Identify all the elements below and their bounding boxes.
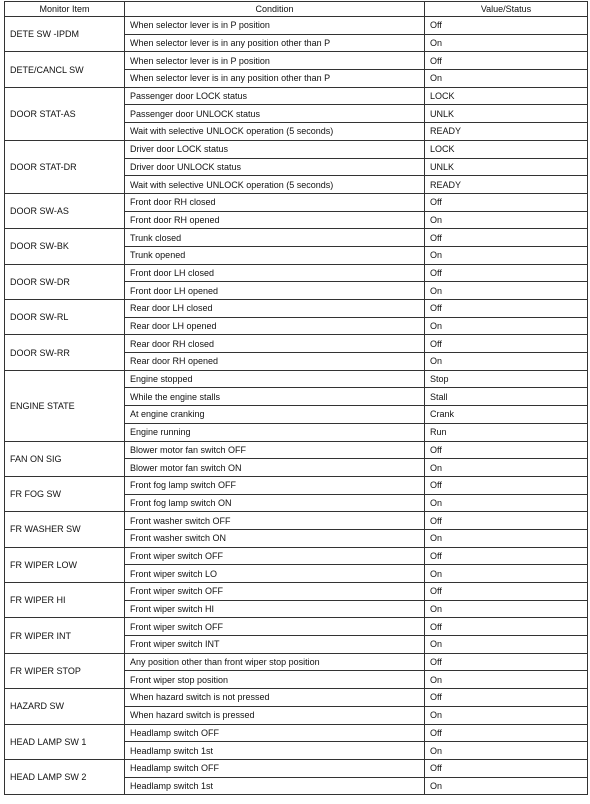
monitor-item-cell: DOOR SW-DR xyxy=(5,264,125,299)
value-status-cell: Off xyxy=(425,547,588,565)
condition-cell: Front wiper stop position xyxy=(125,671,425,689)
value-status-cell: Off xyxy=(425,52,588,70)
value-status-cell: Off xyxy=(425,441,588,459)
value-status-cell: On xyxy=(425,494,588,512)
condition-cell: Rear door LH closed xyxy=(125,300,425,318)
value-status-cell: Stop xyxy=(425,370,588,388)
condition-cell: Headlamp switch 1st xyxy=(125,777,425,795)
value-status-cell: Off xyxy=(425,618,588,636)
condition-cell: Rear door RH closed xyxy=(125,335,425,353)
condition-cell: Front door RH opened xyxy=(125,211,425,229)
value-status-cell: On xyxy=(425,282,588,300)
condition-cell: Front fog lamp switch OFF xyxy=(125,476,425,494)
value-status-cell: Off xyxy=(425,512,588,530)
condition-cell: Trunk opened xyxy=(125,246,425,264)
condition-cell: Front wiper switch OFF xyxy=(125,618,425,636)
value-status-cell: On xyxy=(425,317,588,335)
value-status-cell: READY xyxy=(425,123,588,141)
condition-cell: Front fog lamp switch ON xyxy=(125,494,425,512)
condition-cell: When selector lever is in any position other than P xyxy=(125,70,425,88)
table-row xyxy=(5,370,588,388)
condition-cell: Rear door LH opened xyxy=(125,317,425,335)
condition-cell: When selector lever is in any position other than P xyxy=(125,34,425,52)
table-row xyxy=(5,476,588,494)
value-status-cell: Off xyxy=(425,335,588,353)
value-status-cell: UNLK xyxy=(425,105,588,123)
table-row xyxy=(5,618,588,636)
value-status-cell: On xyxy=(425,742,588,760)
table-row xyxy=(5,140,588,158)
header-value-status: Value/Status xyxy=(425,2,588,17)
value-status-cell: On xyxy=(425,565,588,583)
table-row xyxy=(5,512,588,530)
monitor-item-cell: DETE/CANCL SW xyxy=(5,52,125,87)
table-row xyxy=(5,441,588,459)
condition-cell: Front door LH closed xyxy=(125,264,425,282)
condition-cell: Front wiper switch INT xyxy=(125,636,425,654)
value-status-cell: On xyxy=(425,671,588,689)
table-row xyxy=(5,653,588,671)
value-status-cell: On xyxy=(425,211,588,229)
value-status-cell: Off xyxy=(425,476,588,494)
monitor-item-cell: DETE SW -IPDM xyxy=(5,17,125,52)
value-status-cell: Off xyxy=(425,724,588,742)
condition-cell: Front wiper switch LO xyxy=(125,565,425,583)
monitor-item-cell: DOOR SW-AS xyxy=(5,193,125,228)
header-monitor-item: Monitor Item xyxy=(5,2,125,17)
condition-cell: Any position other than front wiper stop position xyxy=(125,653,425,671)
condition-cell: While the engine stalls xyxy=(125,388,425,406)
monitor-item-cell: DOOR STAT-DR xyxy=(5,140,125,193)
monitor-item-cell: FR WASHER SW xyxy=(5,512,125,547)
condition-cell: Front wiper switch OFF xyxy=(125,547,425,565)
value-status-cell: On xyxy=(425,706,588,724)
condition-cell: When selector lever is in P position xyxy=(125,52,425,70)
condition-cell: Rear door RH opened xyxy=(125,353,425,371)
table-row xyxy=(5,300,588,318)
value-status-cell: Off xyxy=(425,229,588,247)
condition-cell: Engine stopped xyxy=(125,370,425,388)
table-row xyxy=(5,193,588,211)
monitor-item-cell: DOOR SW-RL xyxy=(5,300,125,335)
table-row xyxy=(5,547,588,565)
table-row xyxy=(5,17,588,35)
value-status-cell: On xyxy=(425,529,588,547)
monitor-item-cell: DOOR SW-RR xyxy=(5,335,125,370)
monitor-item-cell: DOOR STAT-AS xyxy=(5,87,125,140)
value-status-cell: Off xyxy=(425,653,588,671)
condition-cell: Wait with selective UNLOCK operation (5 seconds) xyxy=(125,176,425,194)
value-status-cell: Off xyxy=(425,264,588,282)
condition-cell: Headlamp switch 1st xyxy=(125,742,425,760)
value-status-cell: Off xyxy=(425,583,588,601)
table-row xyxy=(5,335,588,353)
value-status-cell: Stall xyxy=(425,388,588,406)
monitor-item-cell: HEAD LAMP SW 2 xyxy=(5,759,125,794)
value-status-cell: On xyxy=(425,636,588,654)
condition-cell: Driver door UNLOCK status xyxy=(125,158,425,176)
condition-cell: Front washer switch OFF xyxy=(125,512,425,530)
condition-cell: At engine cranking xyxy=(125,406,425,424)
condition-cell: Front door LH opened xyxy=(125,282,425,300)
value-status-cell: On xyxy=(425,600,588,618)
value-status-cell: LOCK xyxy=(425,140,588,158)
table-row xyxy=(5,689,588,707)
value-status-cell: On xyxy=(425,777,588,795)
table-row xyxy=(5,52,588,70)
condition-cell: Front washer switch ON xyxy=(125,529,425,547)
condition-cell: Wait with selective UNLOCK operation (5 seconds) xyxy=(125,123,425,141)
table-body xyxy=(5,17,588,795)
condition-cell: Front door RH closed xyxy=(125,193,425,211)
condition-cell: Engine running xyxy=(125,423,425,441)
table-row xyxy=(5,583,588,601)
value-status-cell: Off xyxy=(425,17,588,35)
condition-cell: Front wiper switch HI xyxy=(125,600,425,618)
condition-cell: Headlamp switch OFF xyxy=(125,759,425,777)
monitor-item-cell: FR WIPER HI xyxy=(5,583,125,618)
value-status-cell: Off xyxy=(425,193,588,211)
monitor-item-table xyxy=(4,1,588,795)
value-status-cell: Off xyxy=(425,300,588,318)
table-row xyxy=(5,724,588,742)
value-status-cell: On xyxy=(425,34,588,52)
monitor-item-cell: DOOR SW-BK xyxy=(5,229,125,264)
value-status-cell: Run xyxy=(425,423,588,441)
monitor-item-cell: ENGINE STATE xyxy=(5,370,125,441)
table-row xyxy=(5,87,588,105)
condition-cell: Passenger door UNLOCK status xyxy=(125,105,425,123)
value-status-cell: On xyxy=(425,353,588,371)
value-status-cell: Off xyxy=(425,759,588,777)
value-status-cell: On xyxy=(425,70,588,88)
header-condition: Condition xyxy=(125,2,425,17)
value-status-cell: On xyxy=(425,246,588,264)
condition-cell: When hazard switch is pressed xyxy=(125,706,425,724)
header-row xyxy=(5,2,588,17)
value-status-cell: LOCK xyxy=(425,87,588,105)
value-status-cell: READY xyxy=(425,176,588,194)
value-status-cell: Crank xyxy=(425,406,588,424)
value-status-cell: UNLK xyxy=(425,158,588,176)
condition-cell: Blower motor fan switch ON xyxy=(125,459,425,477)
value-status-cell: On xyxy=(425,459,588,477)
condition-cell: When hazard switch is not pressed xyxy=(125,689,425,707)
monitor-item-cell: HEAD LAMP SW 1 xyxy=(5,724,125,759)
monitor-item-cell: FR FOG SW xyxy=(5,476,125,511)
condition-cell: Headlamp switch OFF xyxy=(125,724,425,742)
value-status-cell: Off xyxy=(425,689,588,707)
condition-cell: Trunk closed xyxy=(125,229,425,247)
condition-cell: When selector lever is in P position xyxy=(125,17,425,35)
condition-cell: Passenger door LOCK status xyxy=(125,87,425,105)
monitor-item-cell: FR WIPER STOP xyxy=(5,653,125,688)
monitor-item-cell: FR WIPER INT xyxy=(5,618,125,653)
monitor-item-cell: FR WIPER LOW xyxy=(5,547,125,582)
table-row xyxy=(5,759,588,777)
monitor-item-cell: HAZARD SW xyxy=(5,689,125,724)
condition-cell: Blower motor fan switch OFF xyxy=(125,441,425,459)
monitor-item-cell: FAN ON SIG xyxy=(5,441,125,476)
table-row xyxy=(5,229,588,247)
condition-cell: Front wiper switch OFF xyxy=(125,583,425,601)
table-row xyxy=(5,264,588,282)
condition-cell: Driver door LOCK status xyxy=(125,140,425,158)
